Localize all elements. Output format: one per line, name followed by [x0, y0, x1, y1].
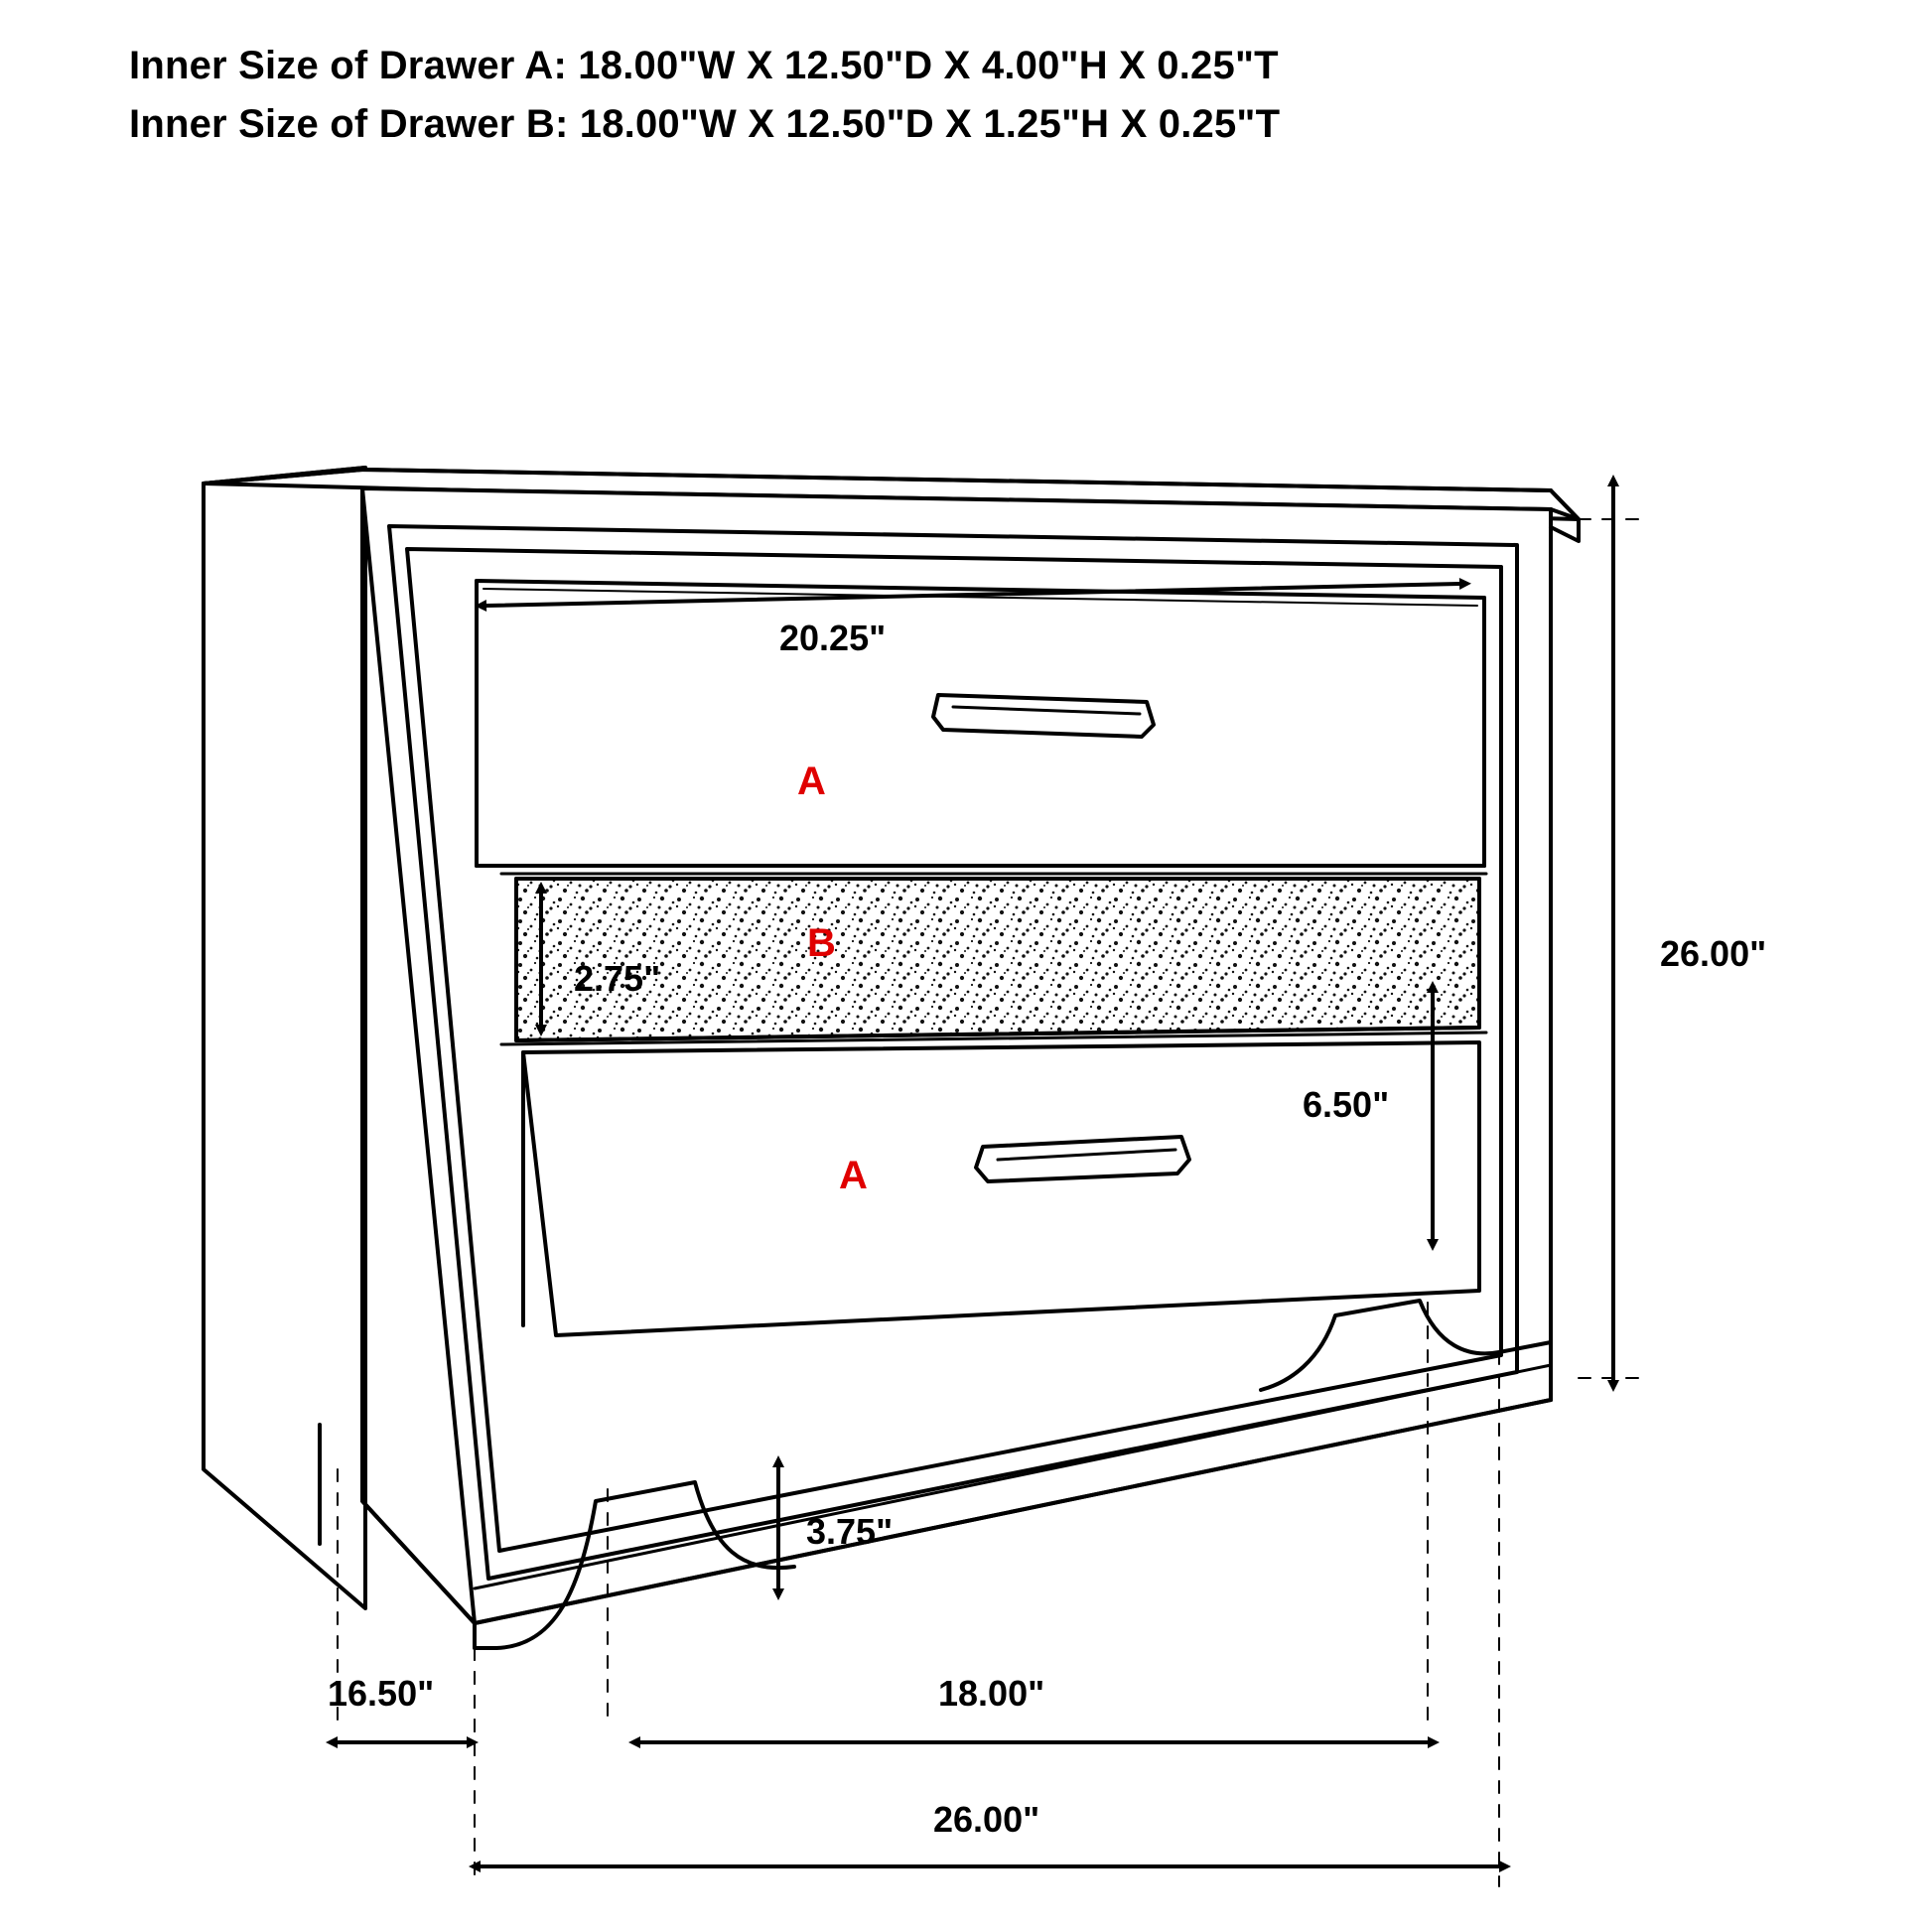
- dimension-drawer-b-height: 2.75": [574, 958, 661, 999]
- dimension-inner-width: 18.00": [938, 1673, 1045, 1714]
- drawer-label-b: B: [807, 921, 836, 965]
- dimension-leg-clearance: 3.75": [806, 1511, 894, 1552]
- dimension-drawer-width: 20.25": [779, 618, 887, 658]
- dimension-lower-drawer-height: 6.50": [1303, 1084, 1390, 1125]
- dimension-total-height: 26.00": [1660, 933, 1767, 974]
- drawer-b-inner-size-text: Inner Size of Drawer B: 18.00"W X 12.50"D X 1.25"H X 0.25"T: [129, 102, 1281, 146]
- drawer-a-inner-size-text: Inner Size of Drawer A: 18.00"W X 12.50"D X 4.00"H X 0.25"T: [129, 44, 1279, 87]
- drawer-label-a-top: A: [797, 759, 826, 803]
- dimension-total-width: 26.00": [933, 1799, 1040, 1840]
- dimension-depth: 16.50": [328, 1673, 435, 1714]
- drawer-label-a-bottom: A: [839, 1154, 868, 1197]
